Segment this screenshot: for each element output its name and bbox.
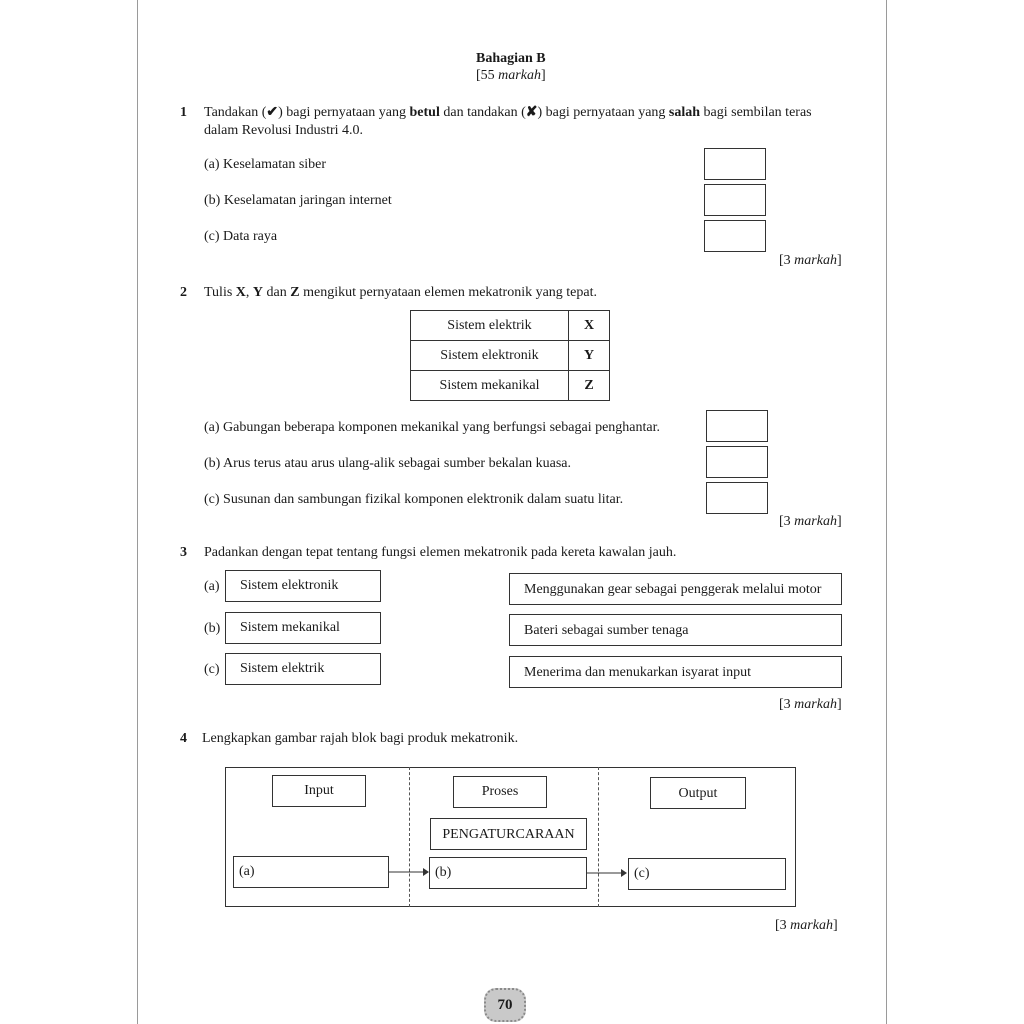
q1-item-b: (b) Keselamatan jaringan internet bbox=[204, 193, 392, 208]
section-title: Bahagian B bbox=[476, 51, 546, 66]
q2-item-b: (b) Arus terus atau arus ulang-alik sebagai sumber bekalan kuasa. bbox=[204, 456, 571, 471]
q3-right-box-2[interactable]: Bateri sebagai sumber tenaga bbox=[509, 614, 842, 646]
process-box-pengaturcaraan: PENGATURCARAAN bbox=[430, 818, 587, 850]
q2-answer-box-c[interactable] bbox=[706, 482, 768, 514]
q3-left-label-c: (c) bbox=[204, 662, 220, 677]
q2-item-c: (c) Susunan dan sambungan fizikal komponen elektronik dalam suatu litar. bbox=[204, 492, 624, 507]
q3-stem: Padankan dengan tepat tentang fungsi elemen mekatronik pada kereta kawalan jauh. bbox=[204, 545, 677, 560]
q3-right-box-1[interactable]: Menggunakan gear sebagai penggerak melalui motor bbox=[509, 573, 842, 605]
q2-item-a: (a) Gabungan beberapa komponen mekanikal yang berfungsi sebagai penghantar. bbox=[204, 420, 660, 435]
q4-stem: Lengkapkan gambar rajah blok bagi produk mekatronik. bbox=[202, 731, 519, 746]
q3-number: 3 bbox=[180, 545, 187, 560]
q1-stem-line1: Tandakan (✔) bagi pernyataan yang betul dan tandakan (✘) bagi pernyataan yang salah bagi sembilan teras bbox=[204, 105, 812, 120]
table-cell-name: Sistem elektrik bbox=[411, 311, 569, 341]
blank-box-b[interactable]: (b) bbox=[429, 857, 587, 889]
q2-marks: [3 markah] bbox=[779, 514, 842, 529]
q1-answer-box-b[interactable] bbox=[704, 184, 766, 216]
q2-answer-box-b[interactable] bbox=[706, 446, 768, 478]
block-header-output: Output bbox=[650, 777, 746, 809]
q4-marks: [3 markah] bbox=[775, 918, 838, 933]
q1-item-a: (a) Keselamatan siber bbox=[204, 157, 327, 172]
block-divider-1 bbox=[409, 767, 410, 907]
q1-stem-line2: dalam Revolusi Industri 4.0. bbox=[204, 123, 364, 138]
blank-box-a[interactable]: (a) bbox=[233, 856, 389, 888]
q3-right-box-3[interactable]: Menerima dan menukarkan isyarat input bbox=[509, 656, 842, 688]
q3-left-label-a: (a) bbox=[204, 579, 220, 594]
table-cell-name: Sistem elektronik bbox=[411, 341, 569, 371]
q1-answer-box-a[interactable] bbox=[704, 148, 766, 180]
cross-icon: ✘ bbox=[525, 105, 538, 120]
arrow-icon bbox=[389, 866, 431, 878]
q3-left-label-b: (b) bbox=[204, 621, 221, 636]
q2-stem: Tulis X, Y dan Z mengikut pernyataan elemen mekatronik yang tepat. bbox=[204, 285, 597, 300]
q1-answer-box-c[interactable] bbox=[704, 220, 766, 252]
q2-number: 2 bbox=[180, 285, 187, 300]
blank-box-c[interactable]: (c) bbox=[628, 858, 786, 890]
table-cell-code: X bbox=[569, 311, 610, 341]
table-cell-code: Z bbox=[569, 371, 610, 401]
q1-item-c: (c) Data raya bbox=[204, 229, 278, 244]
table-row bbox=[411, 311, 610, 341]
block-header-proses: Proses bbox=[453, 776, 547, 808]
check-icon: ✔ bbox=[266, 105, 279, 120]
q4-number: 4 bbox=[180, 731, 187, 746]
block-header-input: Input bbox=[272, 775, 366, 807]
q3-left-box-c[interactable]: Sistem elektrik bbox=[225, 653, 381, 685]
table-row bbox=[411, 371, 610, 401]
q3-left-box-b[interactable]: Sistem mekanikal bbox=[225, 612, 381, 644]
arrow-icon bbox=[587, 867, 629, 879]
q1-number: 1 bbox=[180, 105, 187, 120]
section-marks: [55 markah] bbox=[476, 68, 546, 83]
table-cell-code: Y bbox=[569, 341, 610, 371]
q3-marks: [3 markah] bbox=[779, 697, 842, 712]
worksheet-page bbox=[137, 0, 887, 1024]
element-code-table bbox=[410, 310, 610, 401]
q3-left-box-a[interactable]: Sistem elektronik bbox=[225, 570, 381, 602]
table-row bbox=[411, 341, 610, 371]
block-divider-2 bbox=[598, 767, 599, 907]
table-cell-name: Sistem mekanikal bbox=[411, 371, 569, 401]
q2-answer-box-a[interactable] bbox=[706, 410, 768, 442]
q1-marks: [3 markah] bbox=[779, 253, 842, 268]
page-number-badge: 70 bbox=[484, 988, 526, 1022]
